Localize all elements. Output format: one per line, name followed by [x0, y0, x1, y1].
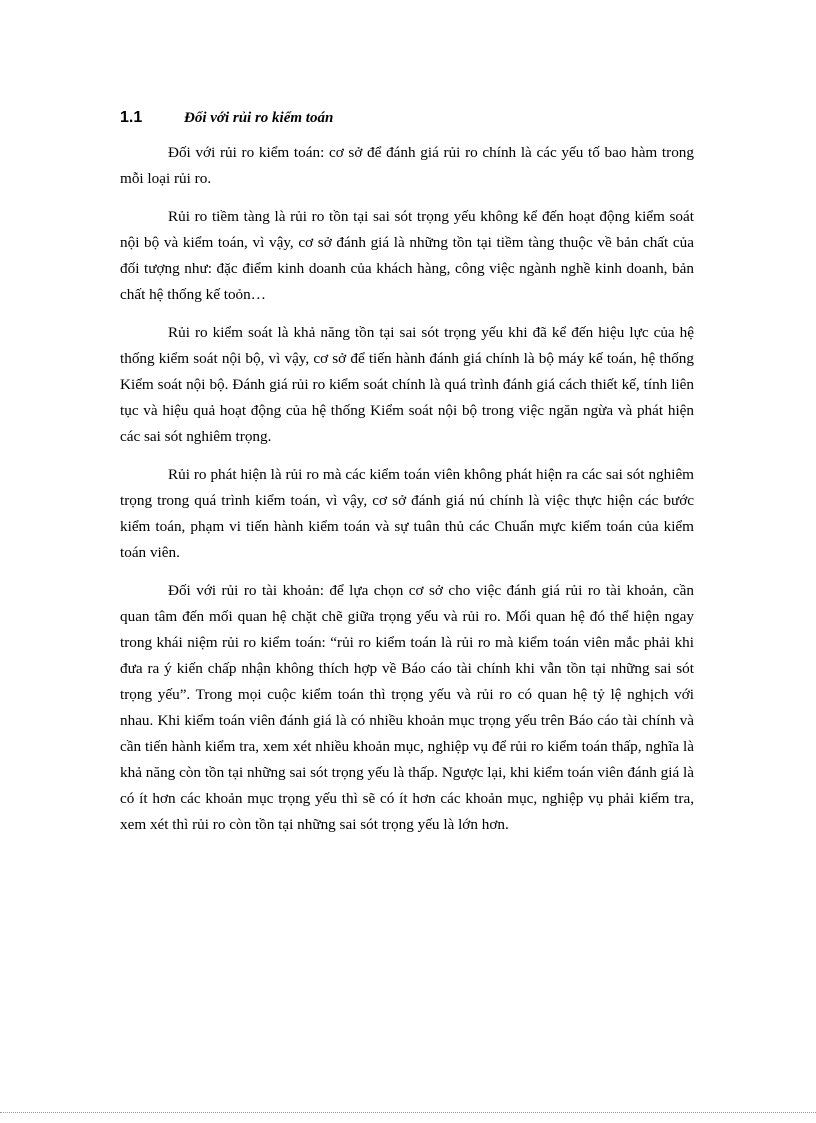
- paragraph: Rủi ro tiềm tàng là rủi ro tồn tại sai sót trọng yếu không kể đến hoạt động kiểm soát nội bộ và kiểm toán, vì vậy, cơ sở đánh giá là những tồn tại tiềm tàng thuộc về bản chất của đối tượng như: đặc điểm kinh doanh của khách hàng, công việc ngành nghề kinh doanh, bản chất hệ thống kế toỏn…: [120, 208, 694, 303]
- paragraph: Đối với rủi ro kiểm toán: cơ sở để đánh giá rủi ro chính là các yếu tố bao hàm trong mỗi loại rủi ro.: [120, 144, 694, 187]
- section-heading: [120, 108, 333, 128]
- paragraph: Rủi ro kiểm soát là khả năng tồn tại sai sót trọng yếu khi đã kể đến hiệu lực của hệ thống kiểm soát nội bộ, vì vậy, cơ sở để tiến hành đánh giá chính là bộ máy kế toán, hệ thống Kiểm soát nội bộ. Đánh giá rủi ro kiểm soát chính là quá trình đánh giá cách thiết kế, tính liên tục và hiệu quả hoạt động của hệ thống Kiểm soát nội bộ trong việc ngăn ngừa và phát hiện các sai sót nghiêm trọng.: [120, 324, 694, 445]
- section-title: Đối với rủi ro kiểm toán: [184, 110, 334, 126]
- section-number: 1.1: [120, 109, 143, 126]
- paragraph: Rủi ro phát hiện là rủi ro mà các kiểm toán viên không phát hiện ra các sai sót nghiêm trọng trong quá trình kiểm toán, vì vậy, cơ sở đánh giá nú chính là việc thực hiện các bước kiểm toán, phạm vi tiến hành kiểm toán và sự tuân thủ các Chuẩn mực kiểm toán của kiểm toán viên.: [120, 466, 694, 561]
- paragraph: Đối với rủi ro tài khoản: để lựa chọn cơ sở cho việc đánh giá rủi ro tài khoản, cần quan tâm đến mối quan hệ chặt chẽ giữa trọng yếu và rủi ro. Mối quan hệ đó thể hiện ngay trong khái niệm rủi ro kiểm toán: “rủi ro kiểm toán là rủi ro mà kiểm toán viên mắc phải khi đưa ra ý kiến chấp nhận không thích hợp về Báo cáo tài chính khi vẫn tồn tại những sai sót trọng yếu”. Trong mọi cuộc kiểm toán thì trọng yếu và rủi ro có quan hệ tỷ lệ nghịch với nhau. Khi kiểm toán viên đánh giá là có nhiều khoản mục trọng yếu trên Báo cáo tài chính và cần tiến hành kiểm tra, xem xét nhiều khoản mục, nghiệp vụ để rủi ro kiểm toán thấp, nghĩa là khả năng còn tồn tại những sai sót trọng yếu là thấp. Ngược lại, khi kiểm toán viên đánh giá là có ít hơn các khoản mục trọng yếu thì sẽ có ít hơn các khoản mục, nghiệp vụ phải kiểm tra, xem xét thì rủi ro còn tồn tại những sai sót trọng yếu là lớn hơn.: [120, 582, 694, 833]
- page-bottom-rule: [0, 1112, 816, 1113]
- body-text: [120, 140, 694, 850]
